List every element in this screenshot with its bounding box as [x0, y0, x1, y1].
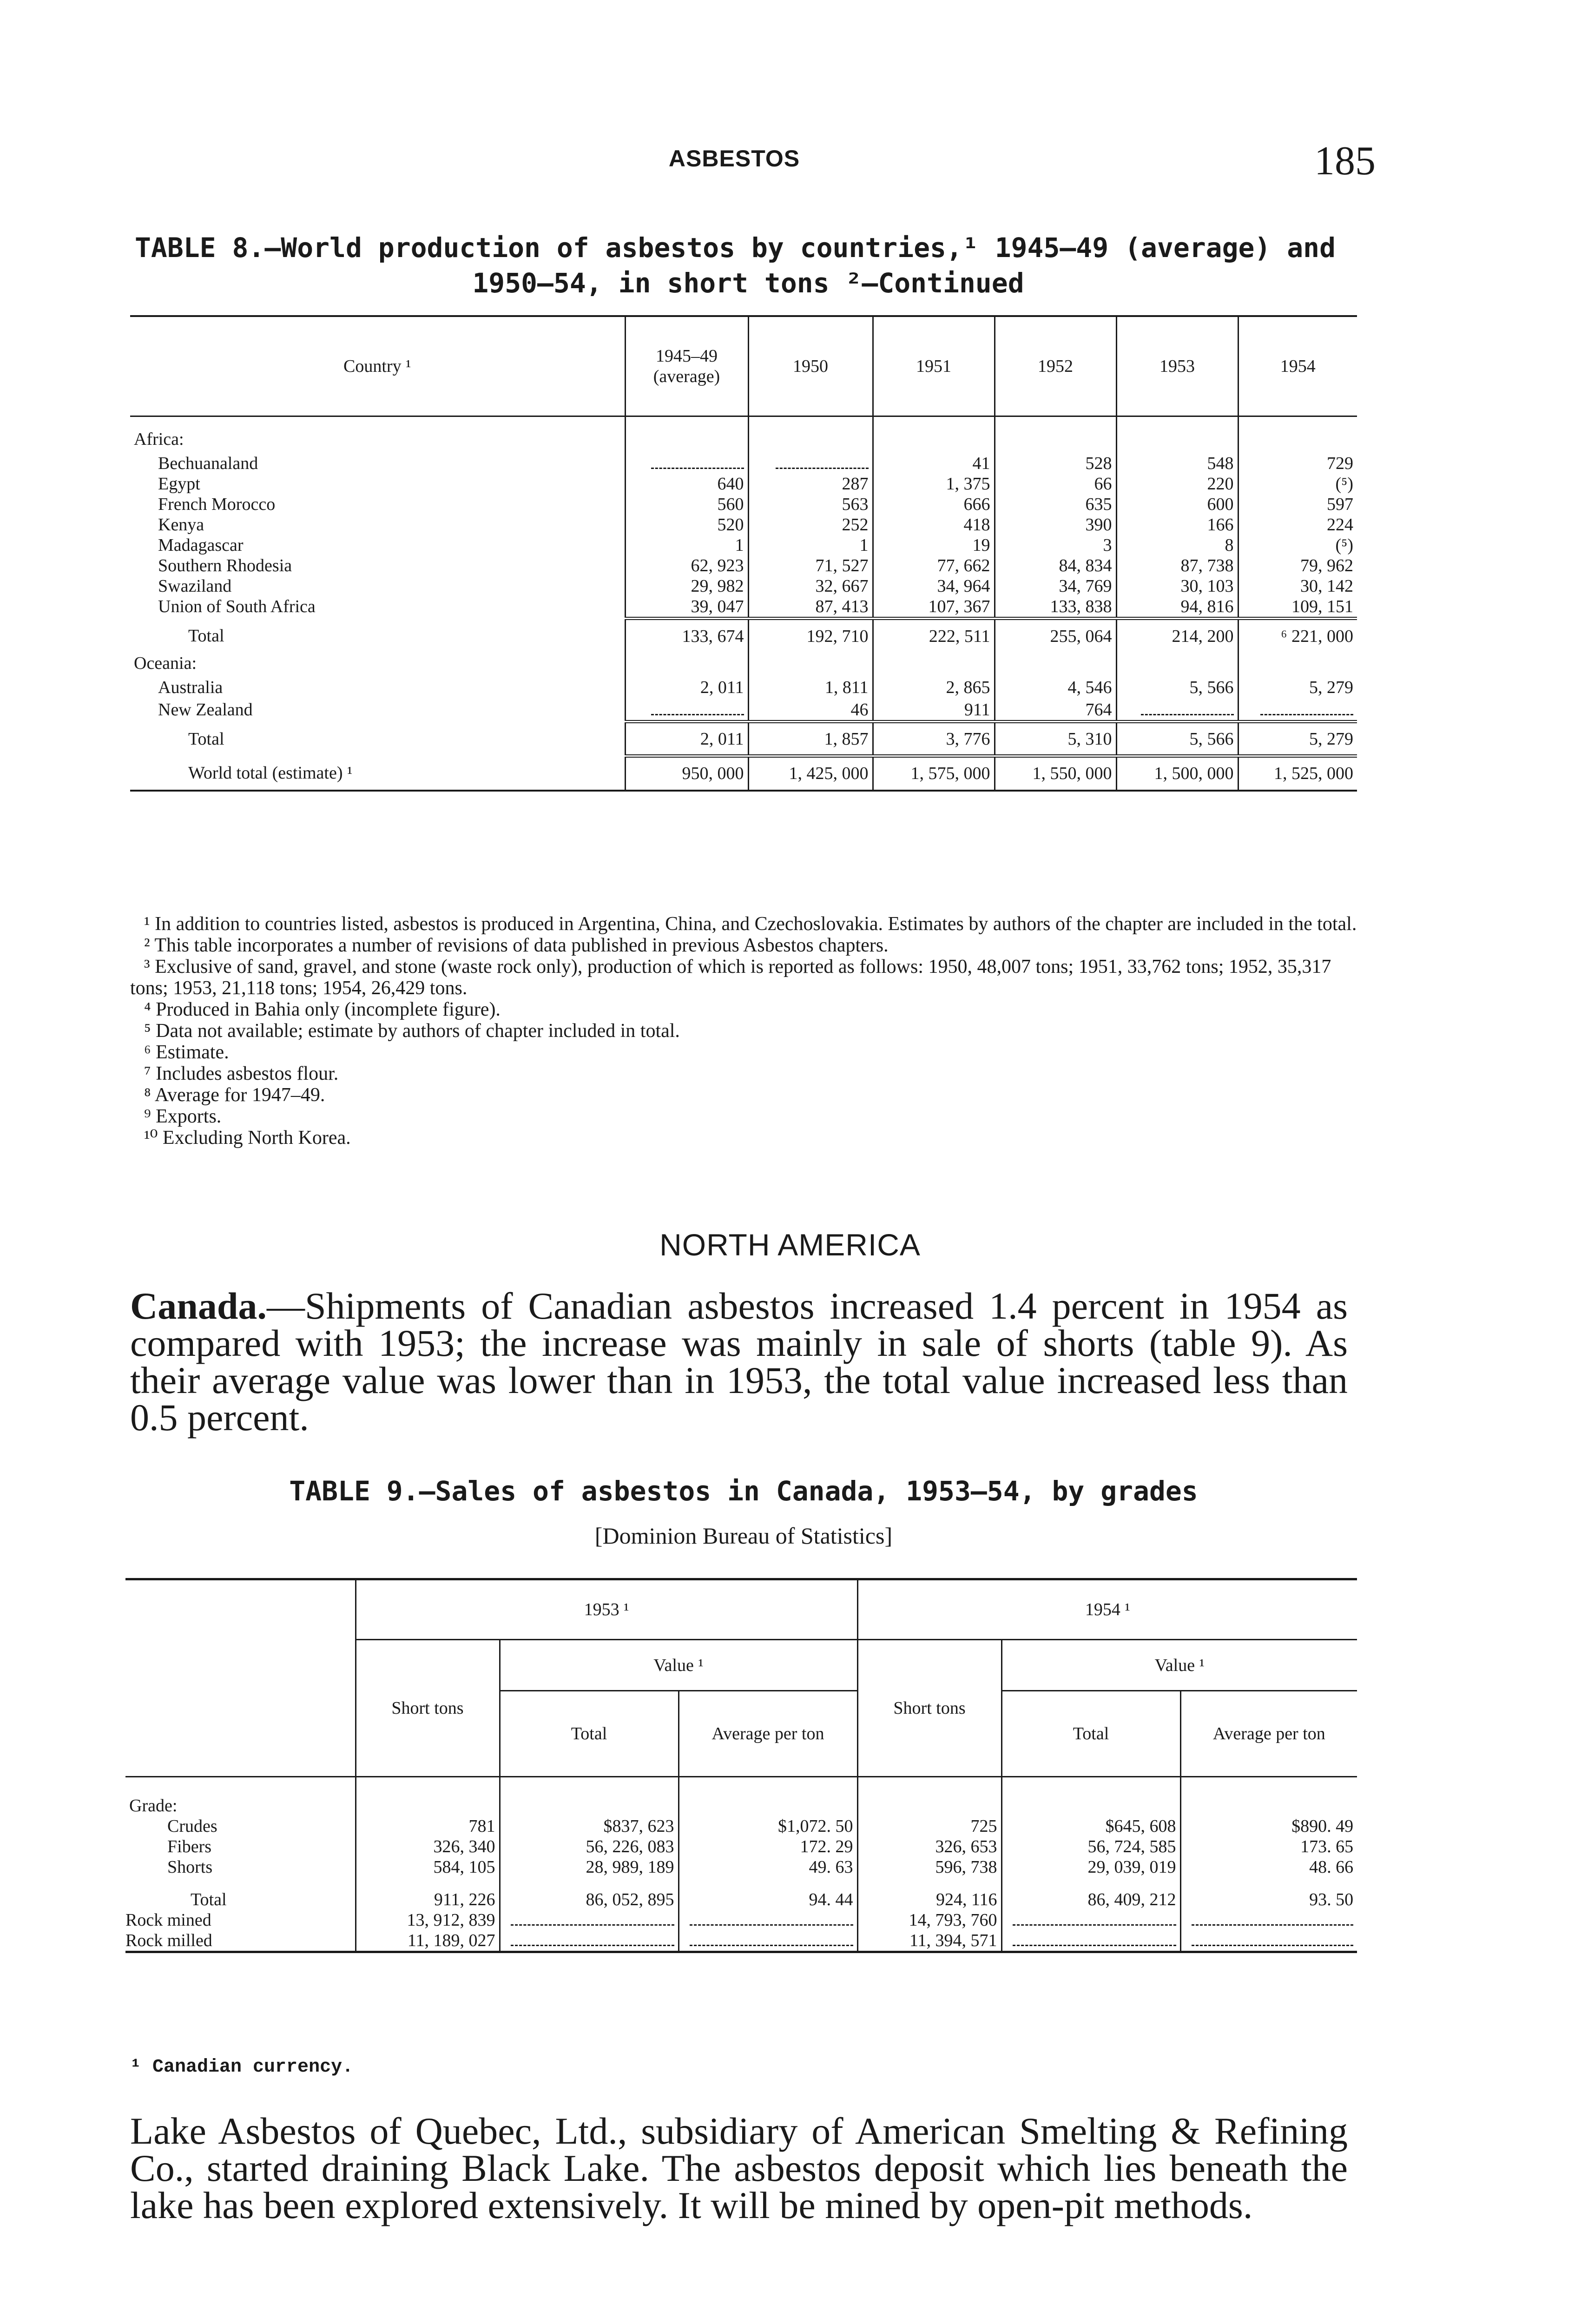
- total-cell: 192, 710: [748, 619, 873, 653]
- value-cell: 520: [625, 515, 748, 535]
- grade-label: Crudes: [167, 1816, 217, 1836]
- value-cell: 1: [625, 535, 748, 555]
- value-cell: 725: [857, 1816, 1001, 1836]
- table-row: [130, 576, 1357, 596]
- grade-label: Fibers: [167, 1836, 211, 1856]
- spacer: [857, 1777, 1001, 1796]
- footnote: ³ Exclusive of sand, gravel, and stone (waste rock only), production of which is reported as follows: 1950, 48,007 tons; 1951, 33,762 tons; 1952, 35,317 tons; 1953, 21,118 tons; 1954, 26,429 tons.: [130, 956, 1331, 999]
- dash-placeholder: [1192, 1914, 1353, 1926]
- country-label: Australia: [158, 677, 223, 697]
- value-cell: [625, 700, 748, 722]
- value-cell: 666: [873, 494, 995, 515]
- empty-cell: [857, 1796, 1001, 1816]
- t9-head-avg-1954: Average per ton: [1180, 1691, 1357, 1777]
- lake-paragraph: Lake Asbestos of Quebec, Ltd., subsidiary of American Smelting & Refining Co., started draining Black Lake. The asbestos deposit which lies beneath the lake has been explored extensively. It will be mined by open-pit methods.: [130, 2110, 1348, 2226]
- t8-head-1952: 1952: [995, 316, 1116, 416]
- t9-head-value-1953: Value ¹: [500, 1640, 857, 1691]
- total-label: World total (estimate) ¹: [130, 756, 625, 791]
- table-row: [125, 1877, 1357, 1889]
- value-cell: 4, 546: [995, 677, 1116, 700]
- value-cell: 911: [873, 700, 995, 722]
- value-cell: 326, 653: [857, 1836, 1001, 1857]
- t9-head-total-1954: Total: [1001, 1691, 1180, 1777]
- value-cell: 8: [1116, 535, 1238, 555]
- table9-source: [Dominion Bureau of Statistics]: [594, 1523, 893, 1549]
- table-row: [130, 494, 1357, 515]
- value-cell: 781: [356, 1816, 500, 1836]
- value-cell: 79, 962: [1238, 555, 1357, 576]
- t9-head-shorttons-1953: Short tons: [356, 1640, 500, 1777]
- t9-head-total-1953: Total: [500, 1691, 679, 1777]
- empty-cell: [1116, 653, 1238, 677]
- value-cell: 729: [1238, 453, 1357, 474]
- value-cell: 1, 811: [748, 677, 873, 700]
- value-cell: [1001, 1930, 1180, 1952]
- value-cell: [500, 1910, 679, 1930]
- total-cell: 950, 000: [625, 756, 748, 791]
- total-cell: 1, 550, 000: [995, 756, 1116, 791]
- value-cell: 13, 912, 839: [356, 1910, 500, 1930]
- value-cell: [500, 1930, 679, 1952]
- table-row: [125, 1816, 1357, 1836]
- spacer: [500, 1877, 679, 1889]
- value-cell: 2, 011: [625, 677, 748, 700]
- spacer: [500, 1777, 679, 1796]
- value-cell: 34, 769: [995, 576, 1116, 596]
- group-label: Africa:: [134, 429, 184, 449]
- t8-head-1951: 1951: [873, 316, 995, 416]
- table-row: [130, 700, 1357, 722]
- dash-placeholder: [1141, 705, 1234, 715]
- total-cell: 5, 279: [1238, 722, 1357, 756]
- total-cell: 1, 575, 000: [873, 756, 995, 791]
- footnote: ⁶ Estimate.: [144, 1042, 229, 1063]
- table8-body: [130, 416, 1357, 791]
- value-cell: $837, 623: [500, 1816, 679, 1836]
- value-cell: 46: [748, 700, 873, 722]
- footnote: ⁸ Average for 1947–49.: [144, 1084, 325, 1106]
- value-cell: 39, 047: [625, 596, 748, 619]
- value-cell: $1,072. 50: [679, 1816, 857, 1836]
- footnote: ² This table incorporates a number of revisions of data published in previous Asbestos chapters.: [144, 935, 889, 956]
- footnote: ⁹ Exports.: [144, 1106, 222, 1127]
- row-label: Rock milled: [125, 1930, 356, 1952]
- dash-placeholder: [651, 705, 744, 715]
- value-cell: 94. 44: [679, 1889, 857, 1910]
- total-cell: 222, 511: [873, 619, 995, 653]
- table-row: [130, 677, 1357, 700]
- spacer: [679, 1777, 857, 1796]
- value-cell: 77, 662: [873, 555, 995, 576]
- value-cell: 41: [873, 453, 995, 474]
- empty-cell: [748, 429, 873, 453]
- value-cell: 48. 66: [1180, 1857, 1357, 1877]
- value-cell: 224: [1238, 515, 1357, 535]
- total-cell: 5, 310: [995, 722, 1116, 756]
- table-row: [130, 429, 1357, 453]
- canada-text: —Shipments of Canadian asbestos increased 1.4 percent in 1954 as compared with 1953; the increase was mainly in sale of shorts (table 9). As their average value was lower than in 1953, the total value increased less than 0.5 percent.: [130, 1285, 1348, 1439]
- spacer: [125, 1877, 356, 1889]
- table-row: [130, 722, 1357, 756]
- table-row: [130, 756, 1357, 791]
- value-cell: 30, 142: [1238, 576, 1357, 596]
- value-cell: 19: [873, 535, 995, 555]
- t8-head-1945: [625, 316, 748, 416]
- value-cell: [748, 453, 873, 474]
- empty-cell: [1238, 653, 1357, 677]
- table9-body: [125, 1777, 1357, 1952]
- group-label: Grade:: [129, 1796, 178, 1816]
- t9-head-shorttons-1954: Short tons: [857, 1640, 1001, 1777]
- empty-cell: [1116, 429, 1238, 453]
- value-cell: 87, 413: [748, 596, 873, 619]
- value-cell: 87, 738: [1116, 555, 1238, 576]
- empty-cell: [748, 653, 873, 677]
- spacer: [857, 1877, 1001, 1889]
- total-cell: ⁶ 221, 000: [1238, 619, 1357, 653]
- grade-label: Shorts: [167, 1857, 213, 1877]
- total-cell: 1, 500, 000: [1116, 756, 1238, 791]
- row-label: Rock mined: [125, 1910, 211, 1930]
- value-cell: 30, 103: [1116, 576, 1238, 596]
- value-cell: 584, 105: [356, 1857, 500, 1877]
- value-cell: 3: [995, 535, 1116, 555]
- value-cell: [1116, 700, 1238, 722]
- dash-placeholder: [511, 1914, 674, 1926]
- spacer: [356, 1777, 500, 1796]
- footnote: ⁴ Produced in Bahia only (incomplete figure).: [144, 999, 501, 1020]
- spacer: [1001, 1877, 1180, 1889]
- dash-placeholder: [1013, 1914, 1176, 1926]
- table9-title: TABLE 9.—Sales of asbestos in Canada, 1953–54, by grades: [289, 1475, 1198, 1507]
- empty-cell: [1001, 1796, 1180, 1816]
- row-label: Total: [191, 1889, 227, 1909]
- value-cell: 418: [873, 515, 995, 535]
- country-label: French Morocco: [158, 495, 276, 514]
- spacer: [625, 416, 748, 429]
- value-cell: 220: [1116, 474, 1238, 494]
- value-cell: 764: [995, 700, 1116, 722]
- value-cell: 93. 50: [1180, 1889, 1357, 1910]
- value-cell: 548: [1116, 453, 1238, 474]
- value-cell: 34, 964: [873, 576, 995, 596]
- total-cell: 3, 776: [873, 722, 995, 756]
- spacer: [1116, 416, 1238, 429]
- value-cell: 32, 667: [748, 576, 873, 596]
- table-row: [130, 535, 1357, 555]
- country-label: Egypt: [158, 474, 200, 494]
- total-cell: 1, 525, 000: [1238, 756, 1357, 791]
- t8-head-country: Country ¹: [130, 316, 625, 416]
- country-label: New Zealand: [158, 700, 253, 720]
- value-cell: 390: [995, 515, 1116, 535]
- canada-lead: Canada.: [130, 1285, 267, 1327]
- value-cell: 600: [1116, 494, 1238, 515]
- empty-cell: [995, 653, 1116, 677]
- value-cell: 49. 63: [679, 1857, 857, 1877]
- t8-head-1950: 1950: [748, 316, 873, 416]
- t8-head-1954: 1954: [1238, 316, 1357, 416]
- value-cell: 287: [748, 474, 873, 494]
- total-cell: 1, 425, 000: [748, 756, 873, 791]
- value-cell: 11, 394, 571: [857, 1930, 1001, 1952]
- value-cell: 94, 816: [1116, 596, 1238, 619]
- value-cell: 166: [1116, 515, 1238, 535]
- canada-paragraph: [130, 1285, 1348, 1439]
- total-label: Total: [188, 729, 224, 749]
- empty-cell: [995, 429, 1116, 453]
- value-cell: 56, 724, 585: [1001, 1836, 1180, 1857]
- value-cell: 560: [625, 494, 748, 515]
- spacer: [1238, 416, 1357, 429]
- empty-cell: [873, 653, 995, 677]
- empty-cell: [679, 1796, 857, 1816]
- table-row: [125, 1857, 1357, 1877]
- table-row: [130, 416, 1357, 429]
- value-cell: 1: [748, 535, 873, 555]
- spacer: [873, 416, 995, 429]
- dash-placeholder: [1192, 1934, 1353, 1946]
- total-cell: 5, 566: [1116, 722, 1238, 756]
- spacer: [130, 416, 625, 429]
- table8: [130, 315, 1357, 792]
- dash-placeholder: [1013, 1934, 1176, 1946]
- t8-head-1953: 1953: [1116, 316, 1238, 416]
- table-row: [125, 1796, 1357, 1816]
- dash-placeholder: [690, 1914, 853, 1926]
- value-cell: $890. 49: [1180, 1816, 1357, 1836]
- value-cell: 924, 116: [857, 1889, 1001, 1910]
- running-title: ASBESTOS: [668, 145, 800, 172]
- total-label: Total: [188, 626, 224, 646]
- value-cell: [1180, 1930, 1357, 1952]
- total-cell: 133, 674: [625, 619, 748, 653]
- value-cell: 5, 566: [1116, 677, 1238, 700]
- spacer: [356, 1877, 500, 1889]
- table-row: [130, 453, 1357, 474]
- dash-placeholder: [690, 1934, 853, 1946]
- table8-title: [135, 230, 1362, 301]
- value-cell: 28, 989, 189: [500, 1857, 679, 1877]
- value-cell: 911, 226: [356, 1889, 500, 1910]
- country-label: Union of South Africa: [158, 597, 316, 616]
- spacer: [125, 1777, 356, 1796]
- value-cell: [1001, 1910, 1180, 1930]
- table-row: [125, 1910, 1357, 1930]
- group-label: Oceania:: [134, 653, 197, 673]
- value-cell: 84, 834: [995, 555, 1116, 576]
- page-number: 185: [1314, 139, 1376, 184]
- footnote: ⁵ Data not available; estimate by authors of chapter included in total.: [144, 1020, 680, 1042]
- table-row: [130, 619, 1357, 653]
- dash-placeholder: [651, 458, 744, 469]
- empty-cell: [500, 1796, 679, 1816]
- value-cell: 29, 982: [625, 576, 748, 596]
- country-label: Swaziland: [158, 576, 232, 596]
- t9-head-blank2: [125, 1640, 356, 1691]
- value-cell: (⁵): [1238, 535, 1357, 555]
- value-cell: 107, 367: [873, 596, 995, 619]
- country-label: Kenya: [158, 515, 204, 535]
- value-cell: 86, 409, 212: [1001, 1889, 1180, 1910]
- t9-head-blank: [125, 1579, 356, 1640]
- spacer: [1001, 1777, 1180, 1796]
- value-cell: [679, 1910, 857, 1930]
- value-cell: [679, 1930, 857, 1952]
- table8-title-line1: TABLE 8.—World production of asbestos by countries,¹ 1945–49 (average) and: [135, 232, 1336, 264]
- value-cell: 29, 039, 019: [1001, 1857, 1180, 1877]
- table-row: [125, 1889, 1357, 1910]
- value-cell: 2, 865: [873, 677, 995, 700]
- dash-placeholder: [1260, 705, 1353, 715]
- value-cell: 5, 279: [1238, 677, 1357, 700]
- spacer: [748, 416, 873, 429]
- table-row: [125, 1777, 1357, 1796]
- total-cell: 2, 011: [625, 722, 748, 756]
- spacer: [995, 416, 1116, 429]
- value-cell: $645, 608: [1001, 1816, 1180, 1836]
- t9-head-avg-1953: Average per ton: [679, 1691, 857, 1777]
- value-cell: 56, 226, 083: [500, 1836, 679, 1857]
- t9-head-value-1954: Value ¹: [1001, 1640, 1357, 1691]
- total-cell: 214, 200: [1116, 619, 1238, 653]
- value-cell: 635: [995, 494, 1116, 515]
- footnote: ¹ In addition to countries listed, asbestos is produced in Argentina, China, and Czechoslovakia. Estimates by authors of the chapter are included in the total.: [144, 913, 1357, 935]
- t9-head-1953: 1953 ¹: [356, 1579, 857, 1640]
- spacer: [1180, 1877, 1357, 1889]
- table-row: [125, 1836, 1357, 1857]
- t8-head-1945-a: 1945–49: [656, 346, 718, 366]
- table8-footnotes: [130, 913, 1357, 1149]
- value-cell: 11, 189, 027: [356, 1930, 500, 1952]
- country-label: Bechuanaland: [158, 454, 258, 473]
- t9-head-1954: 1954 ¹: [857, 1579, 1357, 1640]
- value-cell: 563: [748, 494, 873, 515]
- table-row: [125, 1930, 1357, 1952]
- section-heading: NORTH AMERICA: [659, 1228, 921, 1262]
- value-cell: 326, 340: [356, 1836, 500, 1857]
- value-cell: 86, 052, 895: [500, 1889, 679, 1910]
- value-cell: 71, 527: [748, 555, 873, 576]
- value-cell: 62, 923: [625, 555, 748, 576]
- value-cell: (⁵): [1238, 474, 1357, 494]
- footnote: ⁷ Includes asbestos flour.: [144, 1063, 339, 1084]
- table-row: [130, 653, 1357, 677]
- dash-placeholder: [776, 458, 869, 469]
- empty-cell: [1238, 429, 1357, 453]
- value-cell: 596, 738: [857, 1857, 1001, 1877]
- country-label: Madagascar: [158, 535, 244, 555]
- table-row: [130, 474, 1357, 494]
- value-cell: 640: [625, 474, 748, 494]
- table-row: [130, 515, 1357, 535]
- t9-head-blank3: [125, 1691, 356, 1777]
- value-cell: 172. 29: [679, 1836, 857, 1857]
- table9: [125, 1578, 1357, 1953]
- value-cell: 1, 375: [873, 474, 995, 494]
- footnote: ¹⁰ Excluding North Korea.: [144, 1127, 351, 1149]
- table-row: [130, 555, 1357, 576]
- empty-cell: [1180, 1796, 1357, 1816]
- table-row: [130, 596, 1357, 619]
- value-cell: 528: [995, 453, 1116, 474]
- empty-cell: [356, 1796, 500, 1816]
- spacer: [679, 1877, 857, 1889]
- value-cell: 597: [1238, 494, 1357, 515]
- empty-cell: [625, 429, 748, 453]
- empty-cell: [873, 429, 995, 453]
- spacer: [1180, 1777, 1357, 1796]
- total-cell: 1, 857: [748, 722, 873, 756]
- value-cell: 252: [748, 515, 873, 535]
- table8-title-line2: 1950–54, in short tons ²—Continued: [472, 267, 1024, 299]
- value-cell: 66: [995, 474, 1116, 494]
- empty-cell: [625, 653, 748, 677]
- value-cell: 14, 793, 760: [857, 1910, 1001, 1930]
- t8-head-1945-b: (average): [653, 366, 720, 386]
- dash-placeholder: [511, 1934, 674, 1946]
- value-cell: 173. 65: [1180, 1836, 1357, 1857]
- total-cell: 255, 064: [995, 619, 1116, 653]
- table9-footnote: ¹ Canadian currency.: [130, 2057, 354, 2078]
- value-cell: 109, 151: [1238, 596, 1357, 619]
- country-label: Southern Rhodesia: [158, 556, 292, 575]
- value-cell: [1238, 700, 1357, 722]
- value-cell: [625, 453, 748, 474]
- value-cell: 133, 838: [995, 596, 1116, 619]
- value-cell: [1180, 1910, 1357, 1930]
